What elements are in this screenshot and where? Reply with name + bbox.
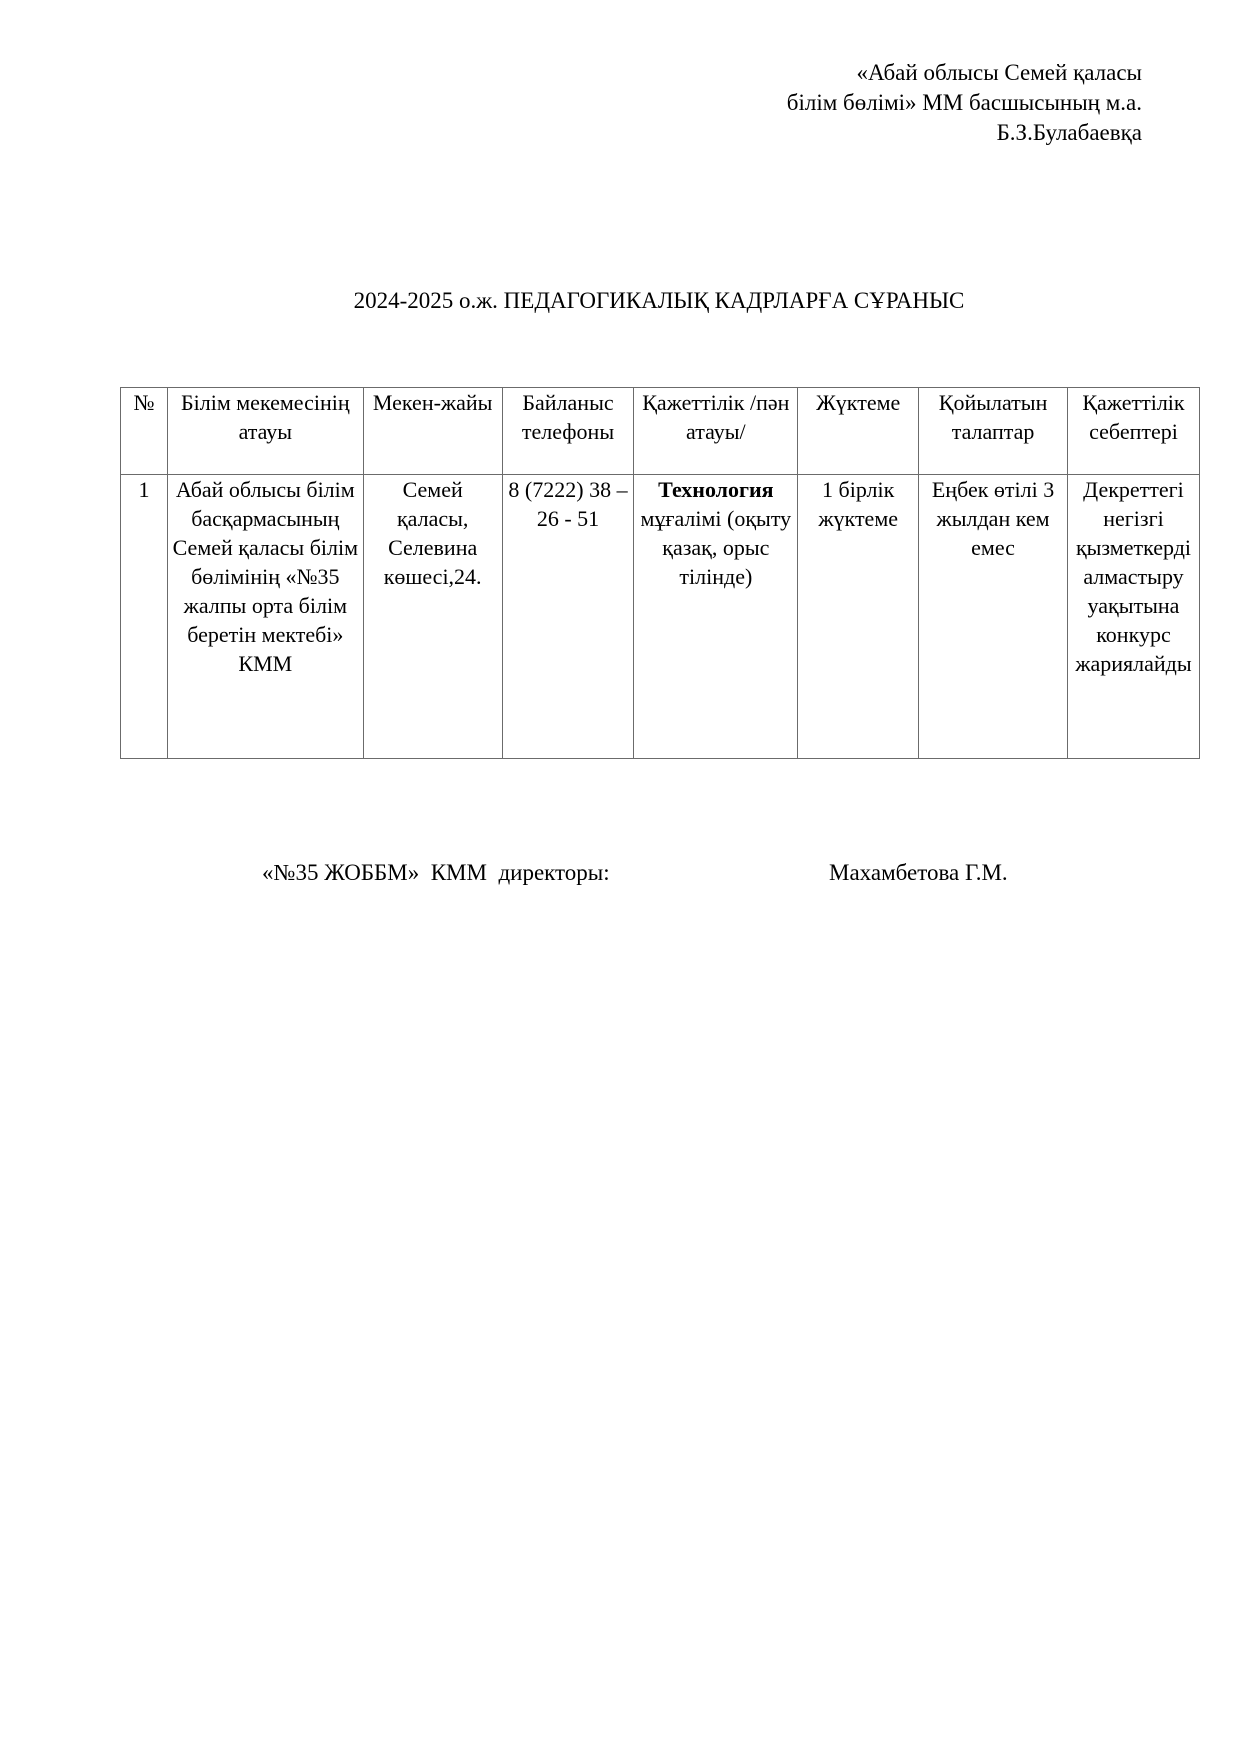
header-subject: Қажеттілік /пән атауы/ [634, 388, 798, 475]
cell-requirements: Еңбек өтілі 3 жылдан кем емес [919, 475, 1068, 759]
cell-number: 1 [121, 475, 168, 759]
cell-subject [634, 475, 798, 759]
signature-position: «№35 ЖОББМ» КММ директоры: [262, 860, 610, 885]
subject-details: мұғалімі (оқыту қазақ, орыс тілінде) [640, 506, 792, 589]
addressee-block [787, 58, 1142, 148]
signature-name: Махамбетова Г.М. [829, 860, 1008, 885]
header-phone: Байланыс телефоны [502, 388, 634, 475]
header-reasons: Қажеттілік себептері [1067, 388, 1199, 475]
cell-load: 1 бірлік жүктеме [798, 475, 919, 759]
header-load: Жүктеме [798, 388, 919, 475]
header-requirements: Қойылатын талаптар [919, 388, 1068, 475]
staff-request-table [120, 387, 1200, 759]
cell-reasons: Декреттегі негізгі қызметкерді алмастыру уақытына конкурс жариялайды [1067, 475, 1199, 759]
addressee-line-2: білім бөлімі» ММ басшысының м.а. [786, 90, 1142, 115]
addressee-line-1: «Абай облысы Семей қаласы [856, 60, 1142, 85]
table-header-row [121, 388, 1200, 475]
cell-address: Семей қаласы, Селевина көшесі,24. [363, 475, 502, 759]
header-institution: Білім мекемесінің атауы [167, 388, 363, 475]
table-row [121, 475, 1200, 759]
header-number: № [121, 388, 168, 475]
subject-name: Технология [658, 477, 774, 502]
cell-institution: Абай облысы білім басқармасының Семей қаласы білім бөлімінің «№35 жалпы орта білім беретін мектебі» КММ [167, 475, 363, 759]
cell-phone: 8 (7222) 38 – 26 - 51 [502, 475, 634, 759]
header-address: Мекен-жайы [363, 388, 502, 475]
addressee-line-3: Б.З.Булабаевқа [996, 120, 1142, 145]
document-title: 2024-2025 о.ж. ПЕДАГОГИКАЛЫҚ КАДРЛАРҒА СҰРАНЫС [353, 288, 965, 313]
